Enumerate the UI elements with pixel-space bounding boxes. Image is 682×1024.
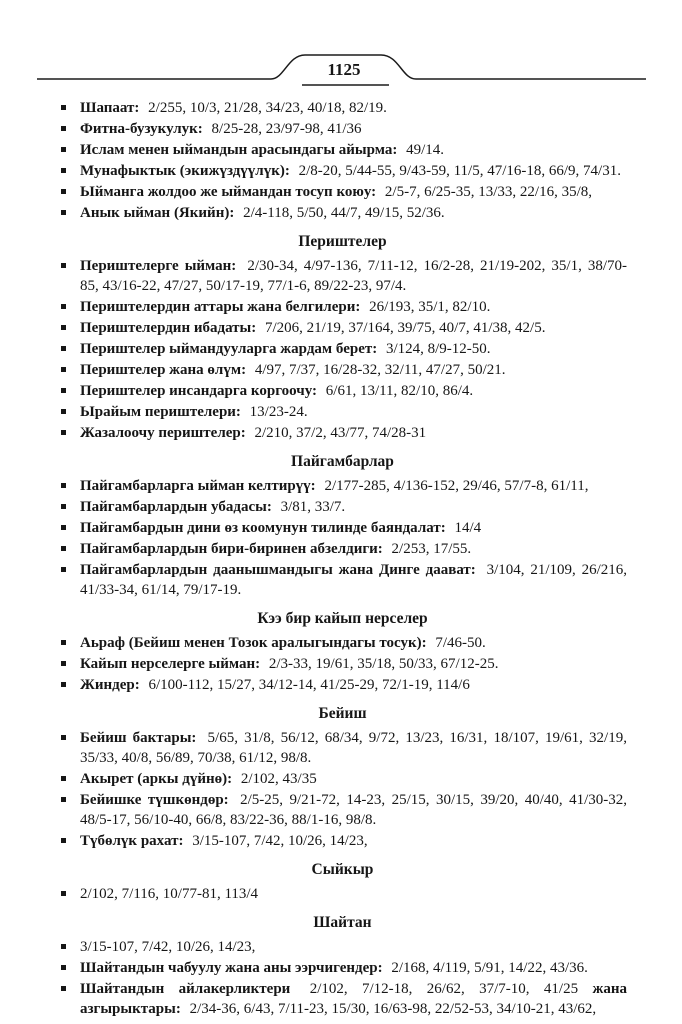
square-bullet-icon bbox=[61, 483, 66, 488]
index-entry bbox=[58, 402, 627, 422]
index-entry bbox=[58, 476, 627, 496]
entry-refs: 2/3-33, 19/61, 35/18, 50/33, 67/12-25. bbox=[268, 656, 499, 672]
square-bullet-icon bbox=[61, 546, 66, 551]
entry-refs: 3/15-107, 7/42, 10/26, 14/23, bbox=[192, 833, 368, 849]
section-heading: Кээ бир кайып нерселер bbox=[257, 610, 428, 627]
index-entry bbox=[58, 339, 627, 359]
index-entry bbox=[58, 633, 627, 653]
square-bullet-icon bbox=[61, 346, 66, 351]
square-bullet-icon bbox=[61, 147, 66, 152]
index-entry bbox=[58, 884, 627, 904]
index-entry bbox=[58, 119, 627, 139]
entry-refs: 3/124, 8/9-12-50. bbox=[385, 341, 491, 357]
index-entry bbox=[58, 654, 627, 674]
index-entry bbox=[58, 958, 627, 978]
section-heading: Сыйкыр bbox=[311, 861, 374, 878]
square-bullet-icon bbox=[61, 661, 66, 666]
index-entry bbox=[58, 381, 627, 401]
square-bullet-icon bbox=[61, 682, 66, 687]
square-bullet-icon bbox=[61, 567, 66, 572]
entry-refs: 7/46-50. bbox=[435, 635, 486, 651]
square-bullet-icon bbox=[61, 263, 66, 268]
index-entry bbox=[58, 560, 627, 600]
entry-term: Түбөлүк рахат: bbox=[80, 833, 184, 849]
entry-term: Шайтандын чабуулу жана аны ээрчигендер: bbox=[80, 960, 383, 976]
square-bullet-icon bbox=[61, 189, 66, 194]
entry-refs: 13/23-24. bbox=[249, 404, 308, 420]
entry-refs: 49/14. bbox=[406, 142, 445, 158]
section-heading: Бейиш bbox=[318, 705, 367, 722]
page-header bbox=[0, 48, 682, 94]
entry-term: Фитна-бузукулук: bbox=[80, 121, 203, 137]
section-heading: Периштелер bbox=[298, 233, 387, 250]
page-number: 1125 bbox=[327, 60, 361, 79]
index-entry bbox=[58, 98, 627, 118]
entry-term: жана азгырыктары: bbox=[80, 981, 628, 1017]
index-content bbox=[58, 98, 627, 1019]
entry-term: Бейиш бактары: bbox=[80, 730, 197, 746]
index-entry bbox=[58, 497, 627, 517]
square-bullet-icon bbox=[61, 891, 66, 896]
index-entry bbox=[58, 769, 627, 789]
square-bullet-icon bbox=[61, 965, 66, 970]
square-bullet-icon bbox=[61, 430, 66, 435]
index-entry bbox=[58, 728, 627, 768]
entry-term: Кайып нерселерге ыйман: bbox=[80, 656, 261, 672]
page-number-tab bbox=[0, 48, 682, 94]
entry-term: Бейишке түшкөндөр: bbox=[80, 792, 229, 808]
entry-refs: 3/15-107, 7/42, 10/26, 14/23, bbox=[80, 939, 256, 955]
entry-term: Акырет (аркы дүйнө): bbox=[80, 771, 233, 787]
index-entry bbox=[58, 675, 627, 695]
square-bullet-icon bbox=[61, 105, 66, 110]
index-entry bbox=[58, 161, 627, 181]
entry-refs: 2/34-36, 6/43, 7/11-23, 15/30, 16/63-98, 22/52-53, 34/10-21, 43/62, bbox=[189, 1001, 597, 1017]
entry-refs: 2/5-7, 6/25-35, 13/33, 22/16, 35/8, bbox=[384, 184, 592, 200]
entry-refs: 2/102, 43/35 bbox=[240, 771, 317, 787]
index-entry bbox=[58, 831, 627, 851]
entry-term: Пайгамбарлардын даанышмандыгы жана Динге даават: bbox=[80, 562, 476, 578]
index-entry bbox=[58, 979, 627, 1019]
entry-term: Периштелер ыймандууларга жардам берет: bbox=[80, 341, 378, 357]
square-bullet-icon bbox=[61, 504, 66, 509]
index-entry bbox=[58, 203, 627, 223]
entry-refs: 2/102, 7/12-18, 26/62, 37/7-10, 41/25 bbox=[309, 981, 579, 997]
index-entry bbox=[58, 539, 627, 559]
entry-refs: 8/25-28, 23/97-98, 41/36 bbox=[211, 121, 362, 137]
square-bullet-icon bbox=[61, 776, 66, 781]
entry-term: Аьраф (Бейиш менен Тозок аралыгындагы тосук): bbox=[80, 635, 427, 651]
square-bullet-icon bbox=[61, 838, 66, 843]
entry-term: Шайтандын айлакерликтери bbox=[80, 981, 291, 997]
entry-refs: 4/97, 7/37, 16/28-32, 32/11, 47/27, 50/21. bbox=[254, 362, 506, 378]
square-bullet-icon bbox=[61, 986, 66, 991]
entry-term: Пайгамбарлардын бири-биринен абзелдиги: bbox=[80, 541, 383, 557]
section-heading: Пайгамбарлар bbox=[291, 453, 394, 470]
square-bullet-icon bbox=[61, 367, 66, 372]
index-entry bbox=[58, 518, 627, 538]
square-bullet-icon bbox=[61, 325, 66, 330]
square-bullet-icon bbox=[61, 525, 66, 530]
square-bullet-icon bbox=[61, 168, 66, 173]
index-entry bbox=[58, 297, 627, 317]
entry-term: Ырайым периштелери: bbox=[80, 404, 241, 420]
entry-term: Периштелер инсандарга коргоочу: bbox=[80, 383, 318, 399]
index-entry bbox=[58, 937, 627, 957]
index-entry bbox=[58, 360, 627, 380]
entry-term: Пайгамбарлардын убадасы: bbox=[80, 499, 272, 515]
entry-term: Периштелердин ибадаты: bbox=[80, 320, 257, 336]
square-bullet-icon bbox=[61, 126, 66, 131]
entry-term: Периштелерге ыйман: bbox=[80, 258, 237, 274]
index-entry bbox=[58, 790, 627, 830]
index-entry bbox=[58, 423, 627, 443]
index-entry bbox=[58, 256, 627, 296]
entry-refs: 7/206, 21/19, 37/164, 39/75, 40/7, 41/38, 42/5. bbox=[265, 320, 546, 336]
section-heading: Шайтан bbox=[313, 914, 372, 931]
entry-refs: 2/5-25, 9/21-72, 14-23, 25/15, 30/15, 39/20, 40/40, 41/30-32, 48/5-17, 56/10-40, 66/8, 83/22-36, 88/1-16, 98/8. bbox=[80, 792, 627, 828]
entry-term: Пайгамбардын дини өз коомунун тилинде баяндалат: bbox=[80, 520, 446, 536]
entry-refs: 6/100-112, 15/27, 34/12-14, 41/25-29, 72/1-19, 114/6 bbox=[148, 677, 470, 693]
square-bullet-icon bbox=[61, 797, 66, 802]
square-bullet-icon bbox=[61, 210, 66, 215]
index-entry bbox=[58, 140, 627, 160]
entry-refs: 2/30-34, 4/97-136, 7/11-12, 16/2-28, 21/19-202, 35/1, 38/70-85, 43/16-22, 47/27, 50/17-19, 77/1-6, 89/22-23, 97/4. bbox=[80, 258, 627, 294]
entry-term: Анык ыйман (Якийн): bbox=[80, 205, 235, 221]
entry-refs: 6/61, 13/11, 82/10, 86/4. bbox=[325, 383, 474, 399]
square-bullet-icon bbox=[61, 735, 66, 740]
square-bullet-icon bbox=[61, 388, 66, 393]
index-entry bbox=[58, 318, 627, 338]
index-entry bbox=[58, 182, 627, 202]
entry-term: Мунафыктык (экижүздүүлүк): bbox=[80, 163, 290, 179]
entry-refs: 2/8-20, 5/44-55, 9/43-59, 11/5, 47/16-18, 66/9, 74/31. bbox=[298, 163, 621, 179]
entry-term: Жазалоочу периштелер: bbox=[80, 425, 246, 441]
entry-refs: 2/210, 37/2, 43/77, 74/28-31 bbox=[254, 425, 427, 441]
entry-term: Жиндер: bbox=[80, 677, 140, 693]
entry-refs: 2/255, 10/3, 21/28, 34/23, 40/18, 82/19. bbox=[148, 100, 387, 116]
entry-term: Ислам менен ыймандын арасындагы айырма: bbox=[80, 142, 398, 158]
entry-refs: 2/177-285, 4/136-152, 29/46, 57/7-8, 61/11, bbox=[324, 478, 589, 494]
entry-refs: 2/4-118, 5/50, 44/7, 49/15, 52/36. bbox=[243, 205, 445, 221]
entry-term: Периштелер жана өлүм: bbox=[80, 362, 247, 378]
entry-refs: 3/104, 21/109, 26/216, 41/33-34, 61/14, 79/17-19. bbox=[80, 562, 627, 598]
entry-refs: 2/168, 4/119, 5/91, 14/22, 43/36. bbox=[391, 960, 588, 976]
entry-term: Ыйманга жолдоо же ыймандан тосуп коюу: bbox=[80, 184, 377, 200]
square-bullet-icon bbox=[61, 304, 66, 309]
entry-refs: 2/102, 7/116, 10/77-81, 113/4 bbox=[80, 886, 259, 902]
entry-refs: 14/4 bbox=[454, 520, 482, 536]
entry-refs: 3/81, 33/7. bbox=[280, 499, 346, 515]
square-bullet-icon bbox=[61, 944, 66, 949]
entry-term: Периштелердин аттары жана белгилери: bbox=[80, 299, 361, 315]
entry-refs: 5/65, 31/8, 56/12, 68/34, 9/72, 13/23, 16/31, 18/107, 19/61, 32/19, 35/33, 40/8, 56/89, 70/38, 61/12, 98/8. bbox=[80, 730, 627, 766]
entry-term: Пайгамбарларга ыйман келтирүү: bbox=[80, 478, 316, 494]
entry-refs: 26/193, 35/1, 82/10. bbox=[369, 299, 491, 315]
square-bullet-icon bbox=[61, 409, 66, 414]
entry-term: Шапаат: bbox=[80, 100, 140, 116]
square-bullet-icon bbox=[61, 640, 66, 645]
entry-refs: 2/253, 17/55. bbox=[391, 541, 472, 557]
